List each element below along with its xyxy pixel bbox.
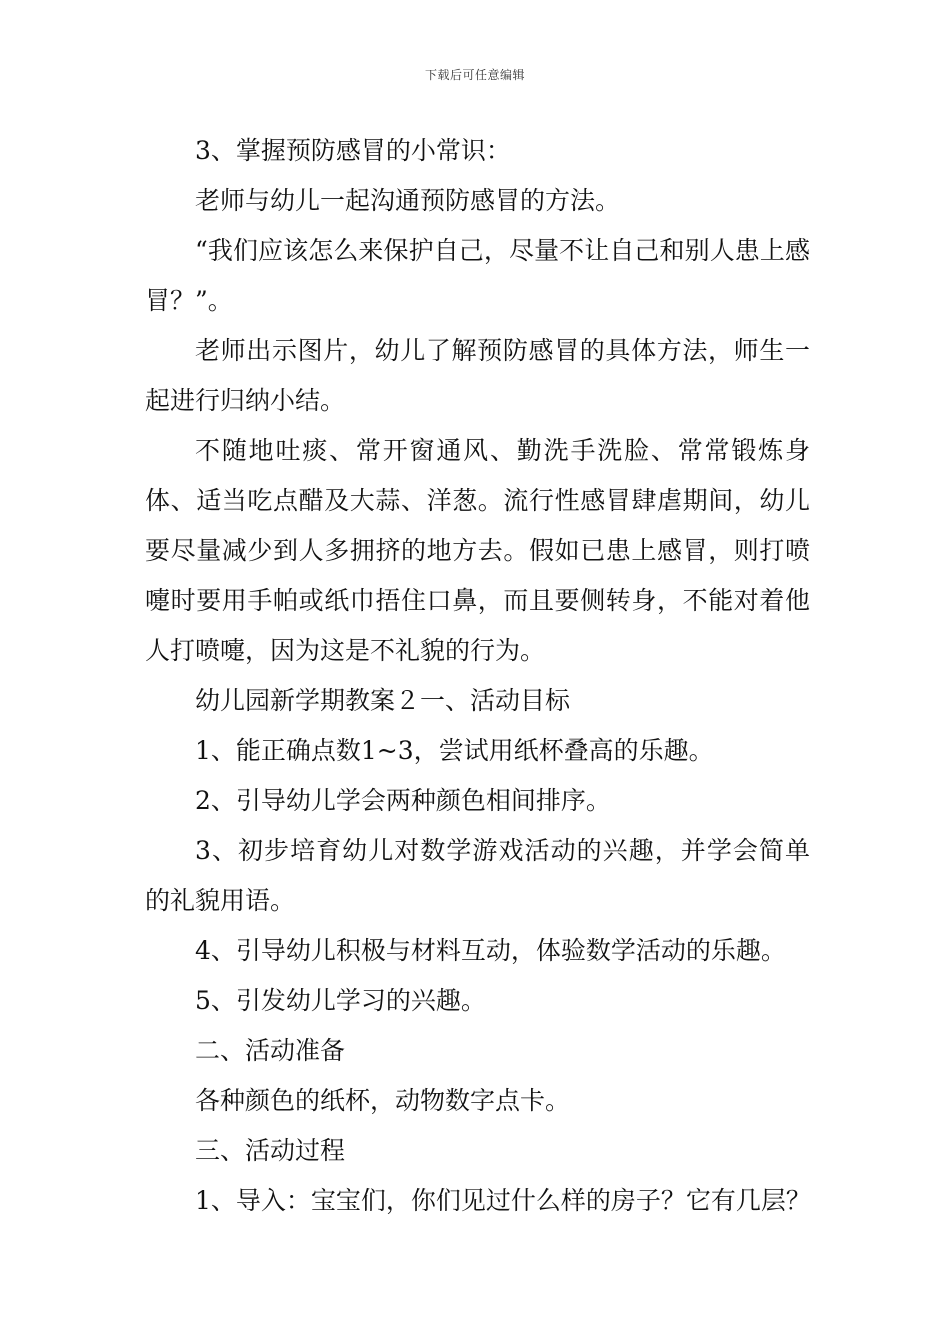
section-heading-process: 三、活动过程 — [195, 1136, 346, 1165]
paragraph-goal-4: 4、引导幼儿积极与材料互动，体验数学活动的乐趣。 — [195, 936, 786, 965]
document-body — [145, 126, 810, 1226]
paragraph-goal-2: 2、引导幼儿学会两种颜色相间排序。 — [195, 786, 611, 815]
section-heading-preparation: 二、活动准备 — [195, 1036, 346, 1065]
paragraph-intro-step: 1、导入：宝宝们，你们见过什么样的房子？它有几层？ — [195, 1186, 811, 1215]
page-header: 下载后可任意编辑 — [424, 68, 525, 82]
paragraph-discussion: 老师与幼儿一起沟通预防感冒的方法。 — [195, 186, 621, 215]
paragraph-goal-1: 1、能正确点数1~3，尝试用纸杯叠高的乐趣。 — [195, 736, 714, 765]
paragraph-materials: 各种颜色的纸杯，动物数字点卡。 — [195, 1086, 571, 1115]
paragraph-goal-5: 5、引发幼儿学习的兴趣。 — [195, 986, 486, 1015]
paragraph-prevention-methods: 不随地吐痰、常开窗通风、勤洗手洗脸、常常锻炼身体、适当吃点醋及大蒜、洋葱。流行性感冒肆虐期间，幼儿要尽量减少到人多拥挤的地方去。假如已患上感冒，则打喷嚏时要用手帕或纸巾捂住口鼻，而且要侧转身，不能对着他人打喷嚏，因为这是不礼貌的行为。 — [145, 436, 810, 665]
paragraph-goal-3: 3、初步培育幼儿对数学游戏活动的兴趣，并学会简单的礼貌用语。 — [145, 836, 810, 915]
paragraph-plan-2-title: 幼儿园新学期教案２一、活动目标 — [195, 686, 571, 715]
paragraph-show-pictures: 老师出示图片，幼儿了解预防感冒的具体方法，师生一起进行归纳小结。 — [145, 336, 810, 415]
paragraph-knowledge-heading: 3、掌握预防感冒的小常识： — [195, 136, 511, 165]
paragraph-quote: “我们应该怎么来保护自己，尽量不让自己和别人患上感冒？”。 — [145, 236, 810, 315]
